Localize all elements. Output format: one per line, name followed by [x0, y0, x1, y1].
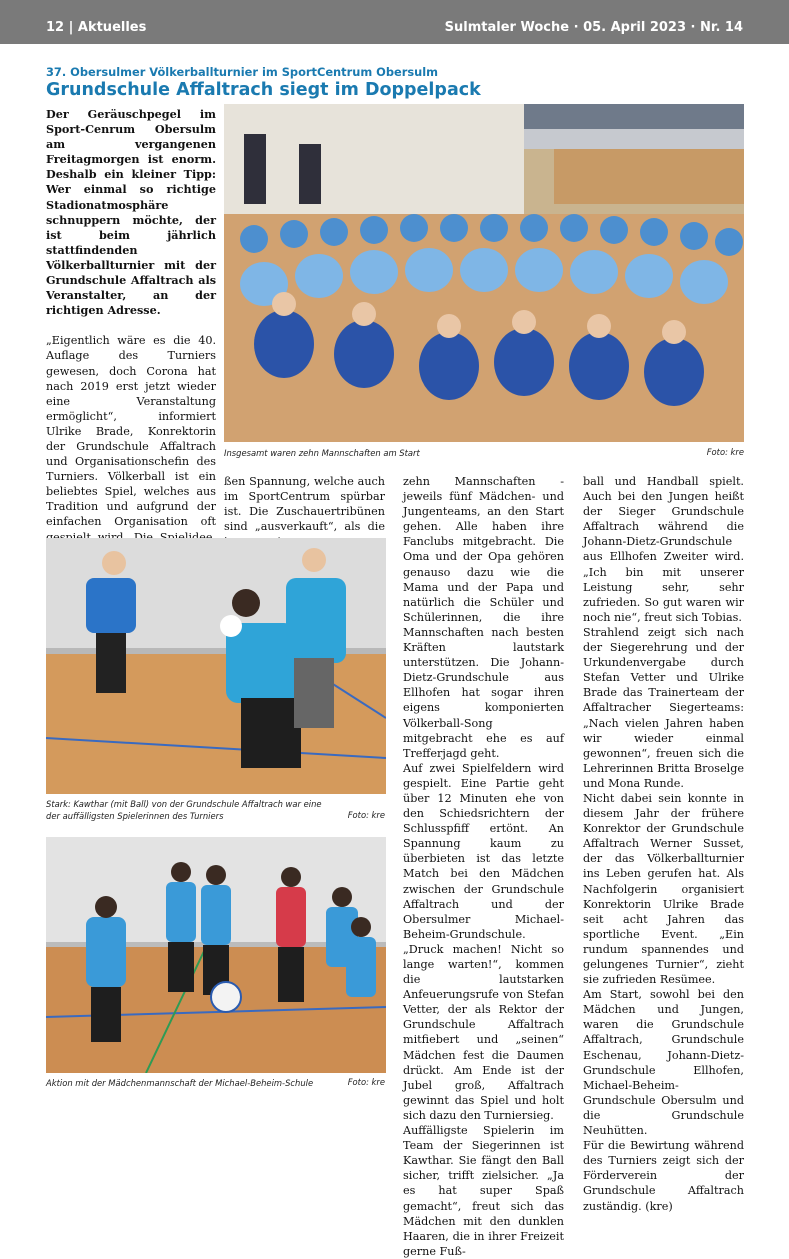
body-paragraph: zehn Mannschaften - jeweils fünf Mädchen- und Jungenteams, an den Start gehen. Alle haben ihre Fanclubs mitgebracht. Die Oma und der Opa gehören genauso dazu wie die Mama und der Papa und natürlich die Schüler und Schülerinnen, die ihre Mannschaften nach besten Kräften lautstark unterstützen. Die Johann-Dietz-Grundschule aus Ellhofen hat sogar ihren eigens komponierten Völkerball-Song mitgebracht ehe es auf Trefferjagd geht. [403, 475, 564, 760]
body-paragraph: Auffälligste Spielerin im Team der Siegerinnen ist Kawthar. Sie fängt den Ball sicher, trifft zielsicher. „Ja es hat super Spaß gemacht“, freut sich das Mädchen mit den dunklen Haaren, die in ihrer Freizeit gerne Fuß- [403, 1124, 564, 1258]
page-header [0, 0, 789, 44]
column-4 [583, 474, 744, 1214]
article-lead: Der Geräuschpegel im Sport-Cenrum Obersulm am vergangenen Freitagmorgen ist enorm. Deshalb ein kleiner Tipp: Wer einmal so richtige Stadionatmosphäre schnuppern möchte, der ist beim jährlich stattfindenden Völkerballturnier mit der Grundschule Affaltrach als Veranstalter, an der richtigen Adresse. [46, 107, 216, 318]
body-paragraph: Strahlend zeigt sich nach der Siegerehrung und der Urkundenvergabe durch Stefan Vetter und Ulrike Brade das Trainerteam der Affaltracher Siegerteams: „Nach vielen Jahren haben wir wieder einmal gewonnen“, freuen sich die Lehrerinnen Britta Broselge und Mona Runde. [583, 625, 744, 790]
photo-caption: Stark: Kawthar (mit Ball) von der Grundschule Affaltrach war eine der auffälligsten Spielerinnen des Turniers [46, 799, 322, 821]
publication-info: Sulmtaler Woche · 05. April 2023 · Nr. 14 [444, 20, 743, 35]
photo-kawthar [46, 538, 386, 794]
photo-teams-seated [224, 104, 744, 442]
photo-credit: Foto: kre [347, 810, 385, 820]
body-paragraph: Für die Bewirtung während des Turniers zeigt sich der Förderverein der Grundschule Affaltrach zuständig. (kre) [583, 1139, 744, 1213]
body-paragraph: ßen Spannung, welche auch im SportCentrum spürbar ist. Die Zuschauertribünen sind „ausverkauft“, als die [224, 475, 385, 534]
article-headline: Grundschule Affaltrach siegt im Doppelpack [46, 80, 481, 100]
photo-caption: Insgesamt waren zehn Mannschaften am Start [224, 448, 420, 458]
photo-credit: Foto: kre [347, 1077, 385, 1087]
photo-caption: Aktion mit der Mädchenmannschaft der Michael-Beheim-Schule [46, 1078, 314, 1088]
body-paragraph: Nicht dabei sein konnte in diesem Jahr der frühere Konrektor der Grundschule Affaltrach Werner Susset, der das Völkerballturnier ins Leben gerufen hat. Als Nachfolgerin organisiert Konrektorin Ulrike Brade seit acht Jahren das sportliche Event. „Ein rundum spannendes und gelungenes Turnier“, zieht sie zufrieden Resümee. [583, 791, 744, 987]
photo-credit: Foto: kre [706, 447, 744, 457]
page-number-section: 12 | Aktuelles [46, 20, 147, 35]
body-paragraph: Auf zwei Spielfeldern wird gespielt. Eine Partie geht über 12 Minuten ehe von den Schiedsrichtern der Schlusspfiff ertönt. An Spannung kaum zu überbieten ist das letzte Match bei den Mädchen zwischen der Grundschule Affaltrach und der Obersulmer Michael-Beheim-Grundschule. „Druck machen! Nicht so lange warten!“, kommen die lautstarken Anfeuerungsrufe von Stefan Vetter, der als Rektor der Grundschule Affaltrach mitfiebert und „seinen“ Mädchen fest die Daumen drückt. Am Ende ist der Jubel groß, Affaltrach gewinnt das Spiel und holt sich dazu den Turniersieg. [403, 761, 564, 1122]
photo-girls-action [46, 837, 386, 1073]
body-paragraph: „Eigentlich wäre es die 40. Auflage des Turniers gewesen, doch Corona hat nach 2019 erst jetzt wieder eine Veranstaltung ermöglicht“, informiert Ulrike Brade, Konrektorin der Grundschule Affaltrach und Organisationschefin des Turniers. Völkerball ist ein beliebtes Spiel, welches aus Tradition und aufgrund der einfachen Organisation oft [46, 334, 216, 529]
article-kicker: 37. Obersulmer Völkerballturnier im SportCentrum Obersulm [46, 65, 438, 79]
body-paragraph: Am Start, sowohl bei den Mädchen und Jungen, waren die Grundschule Affaltrach, Grundschule Eschenau, Johann-Dietz-Grundschule Ellhofen, Michael-Beheim-Grundschule Obersulm und die Grundschule Neuhütten. [583, 988, 744, 1138]
column-3 [403, 474, 564, 1259]
body-paragraph: ball und Handball spielt. Auch bei den Jungen heißt der Sieger Grundschule Affaltrach während die Johann-Dietz-Grundschule aus Ellhofen Zweiter wird. „Ich bin mit unserer Leistung sehr, sehr zufrieden. So gut waren wir noch nie“, freut sich Tobias. [583, 475, 744, 624]
